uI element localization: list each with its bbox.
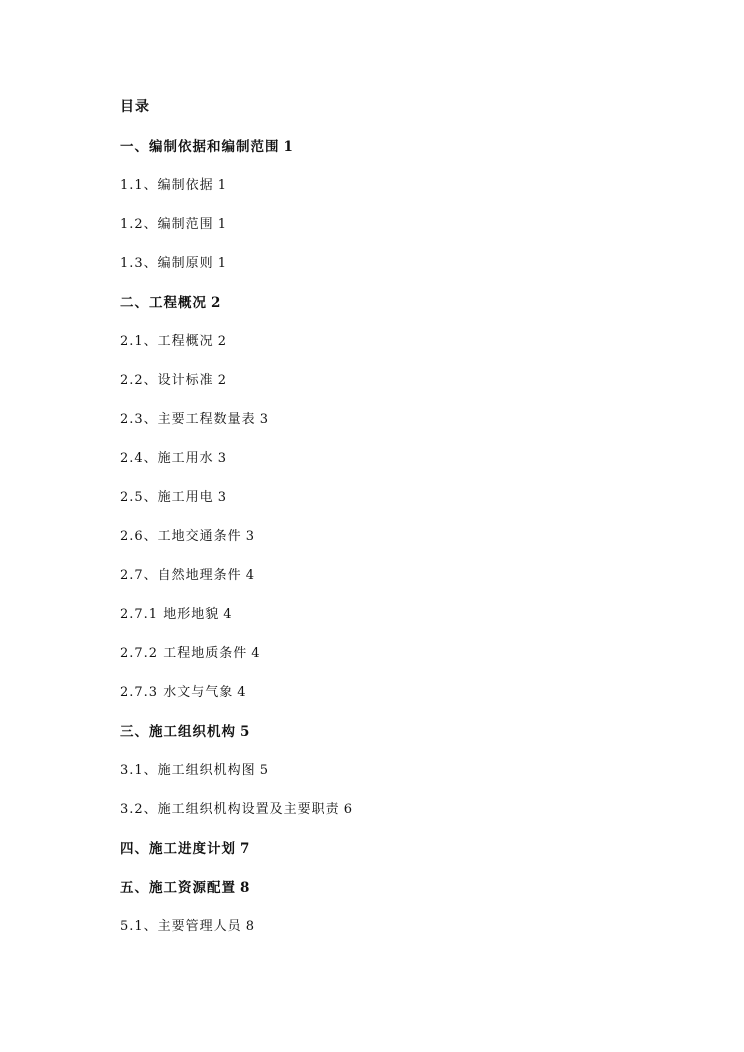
toc-entry-text: 5.1、主要管理人员 (120, 919, 242, 934)
toc-entry[interactable] (120, 839, 680, 878)
toc-entry[interactable] (120, 605, 680, 644)
toc-entry[interactable] (120, 488, 680, 527)
toc-entry-page: 2 (217, 334, 227, 349)
toc-entry-page: 3 (245, 529, 255, 544)
toc-entry[interactable] (120, 566, 680, 605)
toc-entry-page: 3 (217, 451, 227, 466)
toc-entry[interactable] (120, 917, 680, 956)
toc-entry-page: 1 (217, 256, 227, 271)
toc-entry-page: 4 (223, 607, 233, 622)
toc-entry-text: 1.3、编制原则 (120, 256, 214, 271)
toc-entry-page: 8 (245, 919, 255, 934)
toc-entry[interactable] (120, 293, 680, 332)
toc-entry-text: 2.7.1 地形地貌 (120, 607, 220, 622)
toc-entry-page: 6 (343, 802, 353, 817)
toc-entry[interactable] (120, 371, 680, 410)
toc-entry[interactable] (120, 410, 680, 449)
toc-entry[interactable] (120, 722, 680, 761)
toc-entry-text: 五、施工资源配置 (120, 880, 236, 896)
toc-entry-text: 2.7、自然地理条件 (120, 568, 242, 583)
toc-entry-text: 2.6、工地交通条件 (120, 529, 242, 544)
toc-entry-text: 3.2、施工组织机构设置及主要职责 (120, 802, 340, 817)
toc-entry[interactable] (120, 176, 680, 215)
toc-entry-page: 1 (217, 217, 227, 232)
toc-entry[interactable] (120, 527, 680, 566)
toc-entry-page: 5 (259, 763, 269, 778)
toc-entry-text: 2.5、施工用电 (120, 490, 214, 505)
toc-entry[interactable] (120, 137, 680, 176)
toc-title: 目录 (120, 99, 150, 115)
toc-entry-text: 二、工程概况 (120, 295, 207, 311)
toc-entry-text: 2.1、工程概况 (120, 334, 214, 349)
toc-entry-text: 一、编制依据和编制范围 (120, 139, 280, 155)
toc-entry-text: 2.3、主要工程数量表 (120, 412, 256, 427)
toc-entry-text: 四、施工进度计划 (120, 841, 236, 857)
toc-entry-text: 2.7.3 水文与气象 (120, 685, 234, 700)
toc-entry-page: 2 (211, 295, 222, 311)
toc-entry-page: 3 (217, 490, 227, 505)
toc-entry-text: 3.1、施工组织机构图 (120, 763, 256, 778)
toc-entry-page: 1 (283, 139, 294, 155)
toc-entry[interactable] (120, 215, 680, 254)
toc-entry-text: 2.2、设计标准 (120, 373, 214, 388)
toc-entry[interactable] (120, 449, 680, 488)
toc-entry-page: 7 (240, 841, 251, 857)
toc-entry-page: 3 (259, 412, 269, 427)
toc-entry[interactable] (120, 683, 680, 722)
toc-entry-text: 2.7.2 工程地质条件 (120, 646, 248, 661)
toc-entry-text: 2.4、施工用水 (120, 451, 214, 466)
toc-entry[interactable] (120, 878, 680, 917)
toc-entry-text: 1.2、编制范围 (120, 217, 214, 232)
toc-entry-page: 8 (240, 880, 251, 896)
toc-entry-text: 1.1、编制依据 (120, 178, 214, 193)
toc-entry-page: 2 (217, 373, 227, 388)
toc-entry-page: 4 (251, 646, 261, 661)
toc-entry-page: 4 (237, 685, 247, 700)
toc-entry-text: 三、施工组织机构 (120, 724, 236, 740)
toc-entry[interactable] (120, 644, 680, 683)
toc-entry-page: 5 (240, 724, 251, 740)
toc-list (120, 137, 680, 956)
toc-entry-page: 1 (217, 178, 227, 193)
toc-entry[interactable] (120, 800, 680, 839)
toc-entry[interactable] (120, 254, 680, 293)
toc-entry[interactable] (120, 761, 680, 800)
toc-entry[interactable] (120, 332, 680, 371)
toc-entry-page: 4 (245, 568, 255, 583)
